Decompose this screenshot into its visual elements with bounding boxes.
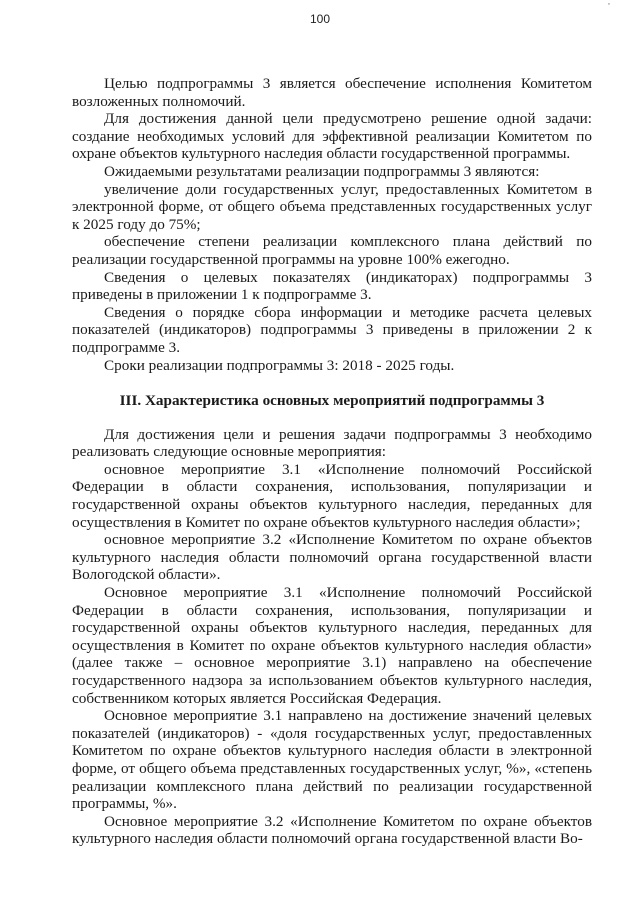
paragraph-measure-3-1: основное мероприятие 3.1 «Исполнение полномочий Российской Федерации в области сохранения, использования, популяризации и государственной охраны объектов культурного наследия, переданных для осуществления в Комитет по охране объектов культурного наследия области»; — [72, 460, 592, 531]
paragraph-result-plan-execution: обеспечение степени реализации комплексного плана действий по реализации государственной программы на уровне 100% ежегодно. — [72, 233, 592, 268]
document-body — [72, 75, 592, 848]
paragraph-expected-results: Ожидаемыми результатами реализации подпрограммы 3 являются: — [104, 162, 540, 180]
paragraph-result-electronic-services: увеличение доли государственных услуг, предоставленных Комитетом в электронной форме, от общего объема представленных государственных услуг к 2025 году до 75%; — [72, 180, 592, 233]
paragraph-measure-3-1-details: Основное мероприятие 3.1 «Исполнение полномочий Российской Федерации в области сохранения, использования, популяризации и государственной охраны объектов культурного наследия, переданных для осуществления в Комитет по охране объектов культурного наследия области» (далее также – основное мероприятие 3.1) направлено на обеспечение государственного надзора за использованием объектов культурного наследия, собственником которых является Российская Федерация. — [72, 584, 592, 707]
paragraph-measure-3-2-details: Основное мероприятие 3.2 «Исполнение Комитетом по охране объектов культурного наследия области полномочий органа государственной власти Во- — [72, 812, 592, 848]
paragraph-timeline: Сроки реализации подпрограммы 3: 2018 - 2025 годы. — [104, 356, 455, 374]
paragraph-measures-intro: Для достижения цели и решения задачи подпрограммы 3 необходимо реализовать следующие основные мероприятия: — [72, 425, 592, 461]
paragraph-methodology-appendix-2: Сведения о порядке сбора информации и методике расчета целевых показателей (индикаторов) подпрограммы 3 приведены в приложении 2 к подпрограмме 3. — [72, 303, 592, 356]
paragraph-task: Для достижения данной цели предусмотрено решение одной задачи: создание необходимых условий для эффективной реализации Комитетом по охране объектов культурного наследия области государственной программы. — [72, 110, 592, 163]
paragraph-goal: Целью подпрограммы 3 является обеспечение исполнения Комитетом возложенных полномочий. — [72, 75, 592, 110]
page-number: 100 — [309, 12, 331, 26]
paragraph-measure-3-1-indicators: Основное мероприятие 3.1 направлено на достижение значений целевых показателей (индикаторов) - «доля государственных услуг, предоставленных Комитетом по охране объектов культурного наследия области в электронной форме, от общего объема представленных государственных услуг, %», «степень реализации комплексного плана действий по реализации государственной программы, %». — [72, 707, 592, 813]
section-heading: III. Характеристика основных мероприятий подпрограммы 3 — [119, 392, 545, 410]
paragraph-measure-3-2: основное мероприятие 3.2 «Исполнение Комитетом по охране объектов культурного наследия области полномочий органа государственной власти Вологодской области». — [72, 531, 592, 584]
paragraph-indicators-appendix-1: Сведения о целевых показателях (индикаторах) подпрограммы 3 приведены в приложении 1 к подпрограмме 3. — [72, 268, 592, 304]
scan-mark-icon: , — [608, 0, 610, 6]
